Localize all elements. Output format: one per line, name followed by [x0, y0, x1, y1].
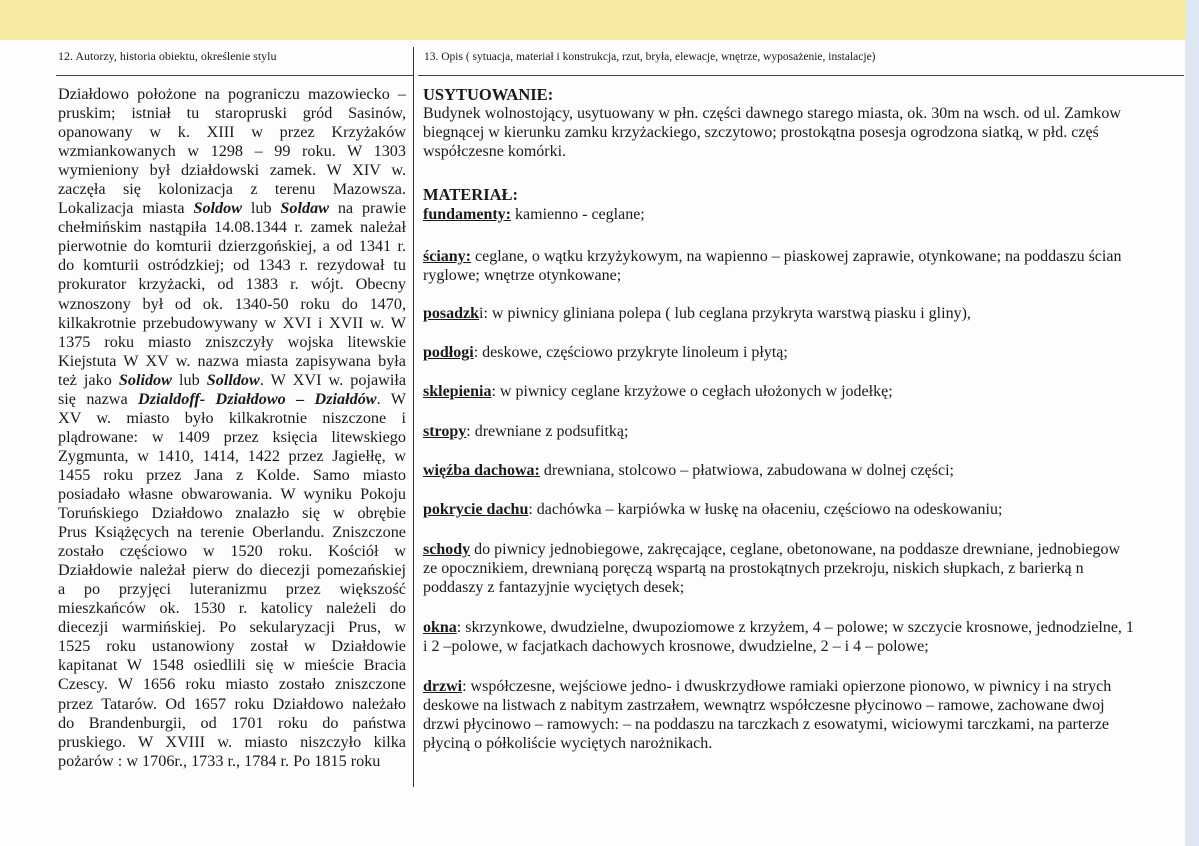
description-line	[423, 618, 1134, 637]
history-text-segment: Działdowie należał pierw do diecezji pomezańskiej	[58, 561, 406, 580]
history-line	[58, 295, 406, 314]
history-text-segment: opanowany w k. XIII w przez Krzyżaków	[58, 123, 406, 142]
description-line	[423, 734, 712, 753]
history-text-segment: zostało częściowo w 1520 roku. Kościół w	[58, 542, 406, 561]
history-text-segment: zaczęła się kolonizacja z terenu Mazowsza.	[58, 180, 406, 199]
history-text-segment: pierwotnie do komturii dzierzgońskiej, a od 1341 r.	[58, 237, 406, 256]
description-line	[423, 461, 954, 480]
scan-edge	[1185, 0, 1199, 846]
history-line	[58, 333, 406, 352]
history-text-segment: 1375 roku miasto zniszczyły wojska litewskie	[58, 332, 406, 351]
history-line	[58, 237, 406, 256]
history-text-segment: Lokalizacja miasta	[58, 199, 194, 218]
description-text-segment: kamienno - ceglane;	[511, 206, 645, 223]
element-term: fundamenty:	[423, 206, 512, 223]
history-text-segment: . W XVI w. pojawiła	[259, 370, 406, 389]
history-text-segment: prokurator krzyżacki, od 1383 r. wójt. Obecny	[58, 275, 406, 294]
history-text-segment: kilkakrotnie przebudowywany w XVI i XVII w. W	[58, 313, 406, 332]
description-line	[423, 123, 1099, 142]
history-text-segment: lub	[242, 199, 281, 218]
description-line	[423, 559, 1084, 578]
description-line	[423, 247, 1121, 266]
description-line	[423, 578, 684, 597]
history-line	[58, 371, 406, 390]
section-heading: USYTUOWANIE:	[423, 85, 554, 104]
history-text-segment: Prus Książęcych na terenie Oberlandu. Zniszczone	[58, 523, 406, 542]
description-text-segment: drewniana, stolcowo – płatwiowa, zabudowana w dolnej części;	[539, 462, 954, 479]
history-text-segment: Czescy. W 1656 roku miasto zostało zniszczone	[58, 675, 406, 694]
description-line	[423, 696, 1105, 715]
header-rule-left	[56, 75, 413, 76]
description-text-segment: ze opocznikiem, drewnianą poręczą wspartą na prostokątnych przekroju, niskich słupkach, z barierką n	[423, 560, 1084, 577]
scan-top-band	[0, 0, 1199, 40]
description-text-segment: do piwnicy jednobiegowe, zakręcające, ceglane, obetonowane, na poddasze drewniane, jednobiegow	[470, 541, 1121, 558]
history-text-segment: wymieniony był działdowski zamek. W XIV w.	[58, 161, 406, 180]
history-text-segment: się nazwa	[58, 389, 139, 408]
description-text-segment: : drewniane z podsufitką;	[466, 423, 629, 440]
element-term: posadzk	[423, 305, 480, 322]
description-text-segment: poddaszy z fantazyjnie wyciętych desek;	[423, 579, 685, 596]
history-line	[58, 104, 406, 123]
history-line	[58, 275, 406, 294]
history-text-segment: diecezji warmińskiej. Po sekularyzacji Prus, w	[58, 618, 406, 637]
description-text-segment: Budynek wolnostojący, usytuowany w płn. części dawnego starego miasta, ok. 30m na wsch. od ul. Zamkow	[423, 105, 1121, 122]
place-name: Solldow	[206, 370, 260, 389]
history-line	[58, 714, 406, 733]
history-text-segment: przez Tatarów. Od 1657 roku Działdowo należało	[58, 694, 406, 713]
history-line	[58, 599, 406, 618]
history-text-segment: 1525 roku ustanowiony został w Działdowie	[58, 637, 406, 656]
history-line	[58, 466, 406, 485]
history-text-segment: pożarów : w 1706r., 1733 r., 1784 r. Po 1815 roku	[58, 751, 381, 770]
description-line	[423, 715, 1109, 734]
place-name: Solidow	[118, 370, 172, 389]
description-text-segment: płyciną o półkoliście wyciętych narożnikach.	[423, 735, 713, 752]
history-text-segment: Działdowo położone na pograniczu mazowiecko –	[58, 85, 406, 103]
history-text-segment: wzmiankowanych w 1298 – 99 roku. W 1303	[58, 142, 406, 161]
history-text-segment: Zygmunta, w 1410, 1414, 1422 przez Jagiełłę, w	[58, 446, 406, 465]
history-line	[58, 352, 406, 371]
element-term: sklepienia	[423, 383, 492, 400]
description-line	[423, 637, 929, 656]
description-line	[423, 142, 566, 161]
description-text-segment: i: w piwnicy gliniana polepa ( lub ceglana przykryta warstwą piasku i gliny),	[479, 305, 971, 322]
element-term: drzwi	[423, 678, 463, 695]
element-term: stropy	[423, 423, 467, 440]
section-heading: MATERIAŁ:	[423, 185, 519, 204]
history-text-segment: na prawie	[329, 199, 407, 218]
description-line	[423, 500, 1002, 519]
history-line	[58, 256, 406, 275]
history-text-segment: kapitanat W 1548 osiedlili się w mieście Bracia	[58, 656, 406, 675]
history-line	[58, 752, 406, 771]
element-term: okna	[423, 619, 457, 636]
history-line	[58, 409, 406, 428]
column-divider	[413, 47, 414, 787]
history-text-segment: 1455 roku przez Jana z Kolde. Samo miasto	[58, 465, 406, 484]
description-text-segment: ceglane, o wątku krzyżykowym, na wapienno – piaskowej zaprawie, otynkowane; na poddaszu ścian	[471, 248, 1122, 265]
element-term: podłogi	[423, 344, 474, 361]
history-text-segment: Toruńskiego Działdowo znalazło się w obrębie	[58, 504, 406, 523]
history-line	[58, 142, 406, 161]
description-line	[423, 677, 1111, 696]
description-line	[423, 185, 518, 205]
history-line	[58, 542, 406, 561]
section-13-title: 13. Opis ( sytuacja, materiał i konstrukcja, rzut, bryła, elewacje, wnętrze, wyposażenie, instalacje)	[424, 51, 876, 63]
history-line	[58, 123, 406, 142]
history-line	[58, 314, 406, 333]
history-text-segment: plądrowane: w 1409 przez księcia litewskiego	[58, 427, 406, 446]
history-text-segment: do komturii ostródzkiej; od 1343 r. rezydował tu	[58, 256, 406, 275]
history-line	[58, 428, 406, 447]
description-text-segment: ryglowe; wnętrze otynkowane;	[423, 267, 622, 284]
description-text-segment: i 2 –polowe, w facjatkach dachowych krosnowe, dwudzielne, 2 – i 4 – polowe;	[423, 638, 929, 655]
element-term: pokrycie dachu	[423, 501, 529, 518]
header-rule-right	[418, 75, 1184, 76]
history-text-segment: lub	[171, 370, 207, 389]
history-text-segment: wznoszony był od ok. 1340-50 roku do 1470,	[58, 294, 406, 313]
description-text	[423, 85, 1183, 765]
description-text-segment: deskowe na listwach z nabitym zastrzałem, wewnątrz współczesne płycinowo – ramowe, zachowane dwoj	[423, 697, 1105, 714]
history-line	[58, 637, 406, 656]
history-line	[58, 447, 406, 466]
description-text-segment: : dachówka – karpiówka w łuskę na ołaceniu, częściowo na odeskowaniu;	[528, 501, 1003, 518]
history-text-segment: XV w. miasto było kilkakrotnie niszczone i	[58, 408, 406, 427]
description-text-segment: : deskowe, częściowo przykryte linoleum i płytą;	[473, 344, 788, 361]
history-text-segment: chełmińskim nastąpiła 14.08.1344 r. zamek należał	[58, 218, 406, 237]
description-line	[423, 85, 553, 105]
element-term: więźba dachowa:	[423, 462, 540, 479]
history-line	[58, 656, 406, 675]
element-term: schody	[423, 541, 471, 558]
description-line	[423, 266, 621, 285]
history-text-segment: a po przyjęci luteranizmu przez większość	[58, 580, 406, 599]
history-line	[58, 733, 406, 752]
description-line	[423, 304, 971, 323]
description-text-segment: drzwi płycinowo – ramowych: – na poddaszu na tarczkach z esowatymi, wiciowymi tarczkami, na parterze	[423, 716, 1109, 733]
history-text-segment: Kiejstuta W XV w. nazwa miasta zapisywana była	[58, 351, 406, 370]
description-line	[423, 205, 645, 224]
history-line	[58, 85, 406, 104]
description-line	[423, 382, 893, 401]
history-text-segment: . W	[376, 389, 406, 408]
description-line	[423, 343, 788, 362]
history-text-segment: do Brandenburgii, od 1701 roku do państwa	[58, 713, 406, 732]
history-text-segment: posiadało własne obwarowania. W wyniku Pokoju	[58, 484, 406, 503]
description-line	[423, 422, 628, 441]
history-text	[58, 85, 406, 771]
description-text-segment: : skrzynkowe, dwudzielne, dwupoziomowe z krzyżem, 4 – polowe; w szczycie krosnowe, jednodzielne, 1	[456, 619, 1134, 636]
description-text-segment: biegnącej w kierunku zamku krzyżackiego, szczytowo; prostokątna posesja ogrodzona siatką, w płd. częś	[423, 124, 1099, 141]
history-line	[58, 485, 406, 504]
history-line	[58, 580, 406, 599]
history-line	[58, 561, 406, 580]
description-text-segment: : współczesne, wejściowe jedno- i dwuskrzydłowe ramiaki opierzone pionowo, w piwnicy i na strych	[462, 678, 1112, 695]
description-line	[423, 540, 1120, 559]
history-line	[58, 504, 406, 523]
history-line	[58, 618, 406, 637]
place-name: Soldow	[193, 199, 243, 218]
history-text-segment: też jako	[58, 370, 119, 389]
history-text-segment: mieszkańców ok. 1530 r. katolicy należeli do	[58, 599, 406, 618]
history-line	[58, 161, 406, 180]
place-name: Dzialdoff- Działdowo – Działdów	[138, 389, 377, 408]
section-12-title: 12. Autorzy, historia obiektu, określenie stylu	[58, 49, 277, 63]
history-line	[58, 695, 406, 714]
history-line	[58, 390, 406, 409]
history-text-segment: pruskim; istniał tu staropruski gród Sasinów,	[58, 104, 406, 123]
history-line	[58, 199, 406, 218]
place-name: Soldaw	[280, 199, 329, 218]
description-text-segment: : w piwnicy ceglane krzyżowe o cegłach ułożonych w jodełkę;	[491, 383, 893, 400]
element-term: ściany:	[423, 248, 471, 265]
history-line	[58, 180, 406, 199]
history-line	[58, 523, 406, 542]
history-line	[58, 675, 406, 694]
description-text-segment: współczesne komórki.	[423, 143, 567, 160]
description-line	[423, 104, 1121, 123]
history-text-segment: pruskiego. W XVIII w. miasto niszczyło kilka	[58, 732, 406, 751]
history-line	[58, 218, 406, 237]
